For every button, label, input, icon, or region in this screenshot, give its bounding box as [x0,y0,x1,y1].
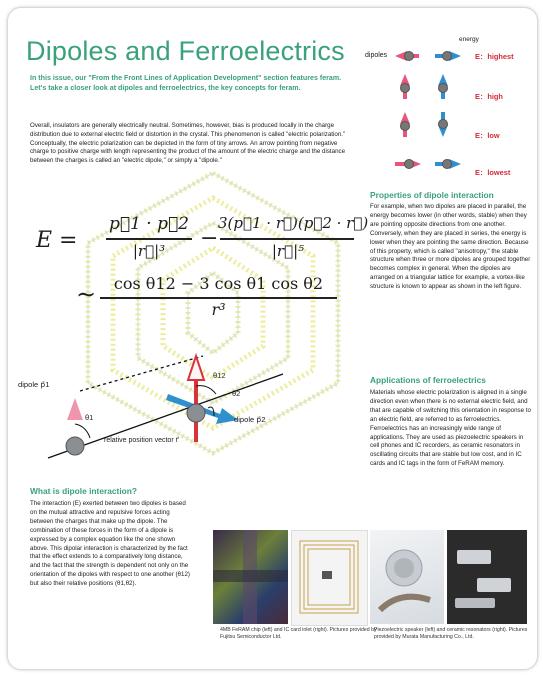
relative-position-vector-label: relative position vector r⃗ [104,437,179,444]
photo-caption-murata: Piezoelectric speaker (left) and ceramic resonators (right). Pictures provided by Murata Manufacturing Co., Ltd. [374,627,528,641]
legend-row-4 [395,159,461,169]
intro-paragraph: Overall, insulators are generally electrically neutral. Sometimes, however, bias is produced locally in the charge distribution due to external electric field or distortion in the crystal. This phenomenon is called "electric polarization." Conceptually, the electric polarization can be depicted in the form of tiny arrows. An arrow pointing from negative charge to positive charge with length representing the product of the amount of the electric charge and the distance between the charges is called an "electric dipole," or simply a "dipole." [30,122,346,165]
legend-row-1 [395,51,461,61]
dipole-p1-label: dipole p⃗1 [18,380,50,389]
formula-lhs: E = [36,228,78,253]
ceramic-resonator-illustration [447,530,527,624]
energy-low-label: E：low [475,131,500,140]
energy-lowest-label: E：lowest [475,168,511,177]
dipoles-label: dipoles [365,52,388,59]
ic-card-photo [291,530,368,626]
energy-highest-label: E：highest [475,52,514,61]
theta2-label: θ2 [232,389,241,398]
what-body: The interaction (E) exerted between two dipoles is based on the mutual attractive and repulsive forces acting between the charges that make up the dipole. The combination of these forces in the form of a dipole is expressed by a complex equation like the one shown above. This dipolar interaction is characterized by the fact that the effect extends to a comparatively long distance, and the fact that the strength is dependent not only on the orientation of the dipoles with respect to one another (θ12) but also their relative positions (θ1,θ2). [30,500,190,588]
formula-term3-numerator: cos θ12 − 3 cos θ1 cos θ2 [113,274,324,293]
theta12-label: θ12 [213,371,226,380]
formula-minus: − [200,226,219,251]
legend-dipole-pairs [391,44,471,184]
properties-heading: Properties of dipole interaction [370,190,494,200]
formula-term3-denominator: r³ [211,300,226,319]
legend-row-2 [400,74,448,99]
theta1-label: θ1 [85,413,94,422]
dipole-interaction-formula [36,206,369,336]
legend-row-3 [400,112,448,137]
formula-fraction-bar [106,238,192,240]
properties-body: For example, when two dipoles are placed in parallel, the energy becomes lower (in other words, stable) when they are pointing opposite directions from one another. Conversely, when they are placed in series, the energy is lower when they are pointing the same direction. Because of this property, which is called "anisotropy," the stable structure when three or more dipoles are grouped together becomes complex in general. When the dipoles are arranged on a triangular lattice for example, a vortex-like structure is known to appear as shown in the left figure. [370,203,531,291]
photo-caption-fujitsu: 4MB FeRAM chip (left) and IC card inlet (right). Pictures provided by Fujitsu Semiconductor Ltd. [220,627,377,641]
lead-paragraph: In this issue, our "From the Front Lines of Application Development" section features feram. Let's take a closer look at dipoles and ferroelectrics, the key concepts for feram. [30,74,342,92]
feram-chip-photo [213,530,288,624]
dipole-p2-label: dipole p⃗2 [234,415,266,424]
formula-term2-denominator: |r⃗|⁵ [271,242,305,260]
energy-high-label: E：high [475,92,503,101]
formula-fraction-bar [220,238,354,240]
energy-legend [363,36,533,186]
applications-heading: Applications of ferroelectrics [370,375,486,385]
formula-term1-denominator: |r⃗|³ [132,242,166,260]
page-title: Dipoles and Ferroelectrics [26,36,345,66]
ceramic-resonator-photo [447,530,527,624]
applications-body: Materials whose electric polarization is aligned in a single direction even when there is no external electric field, and that are capable of switching this orientation in response to an electric field, are referred to as ferroelectrics. Ferroelectrics has an increasingly wide range of applications. They are used as piezoelectric speakers in cell phones and IC recorders, as ceramic resonators in oscillating circuits that are stable but low cost, and in IC cards and IC tags in the form of FeRAM memory. [370,389,531,468]
formula-approx: ∼ [76,280,97,308]
piezo-speaker-illustration [370,530,444,624]
what-heading: What is dipole interaction? [30,486,138,496]
formula-fraction-bar [100,297,337,299]
energy-label: energy [459,36,479,43]
page [7,7,538,670]
formula-term2-numerator: 3(p⃗1 · r⃗)(p⃗2 · r⃗) [218,214,369,232]
formula-term1-numerator: p⃗1 · p⃗2 [108,214,189,234]
dipole-diagram [38,346,288,478]
ic-card-antenna [292,531,367,625]
piezo-speaker-photo [370,530,444,624]
